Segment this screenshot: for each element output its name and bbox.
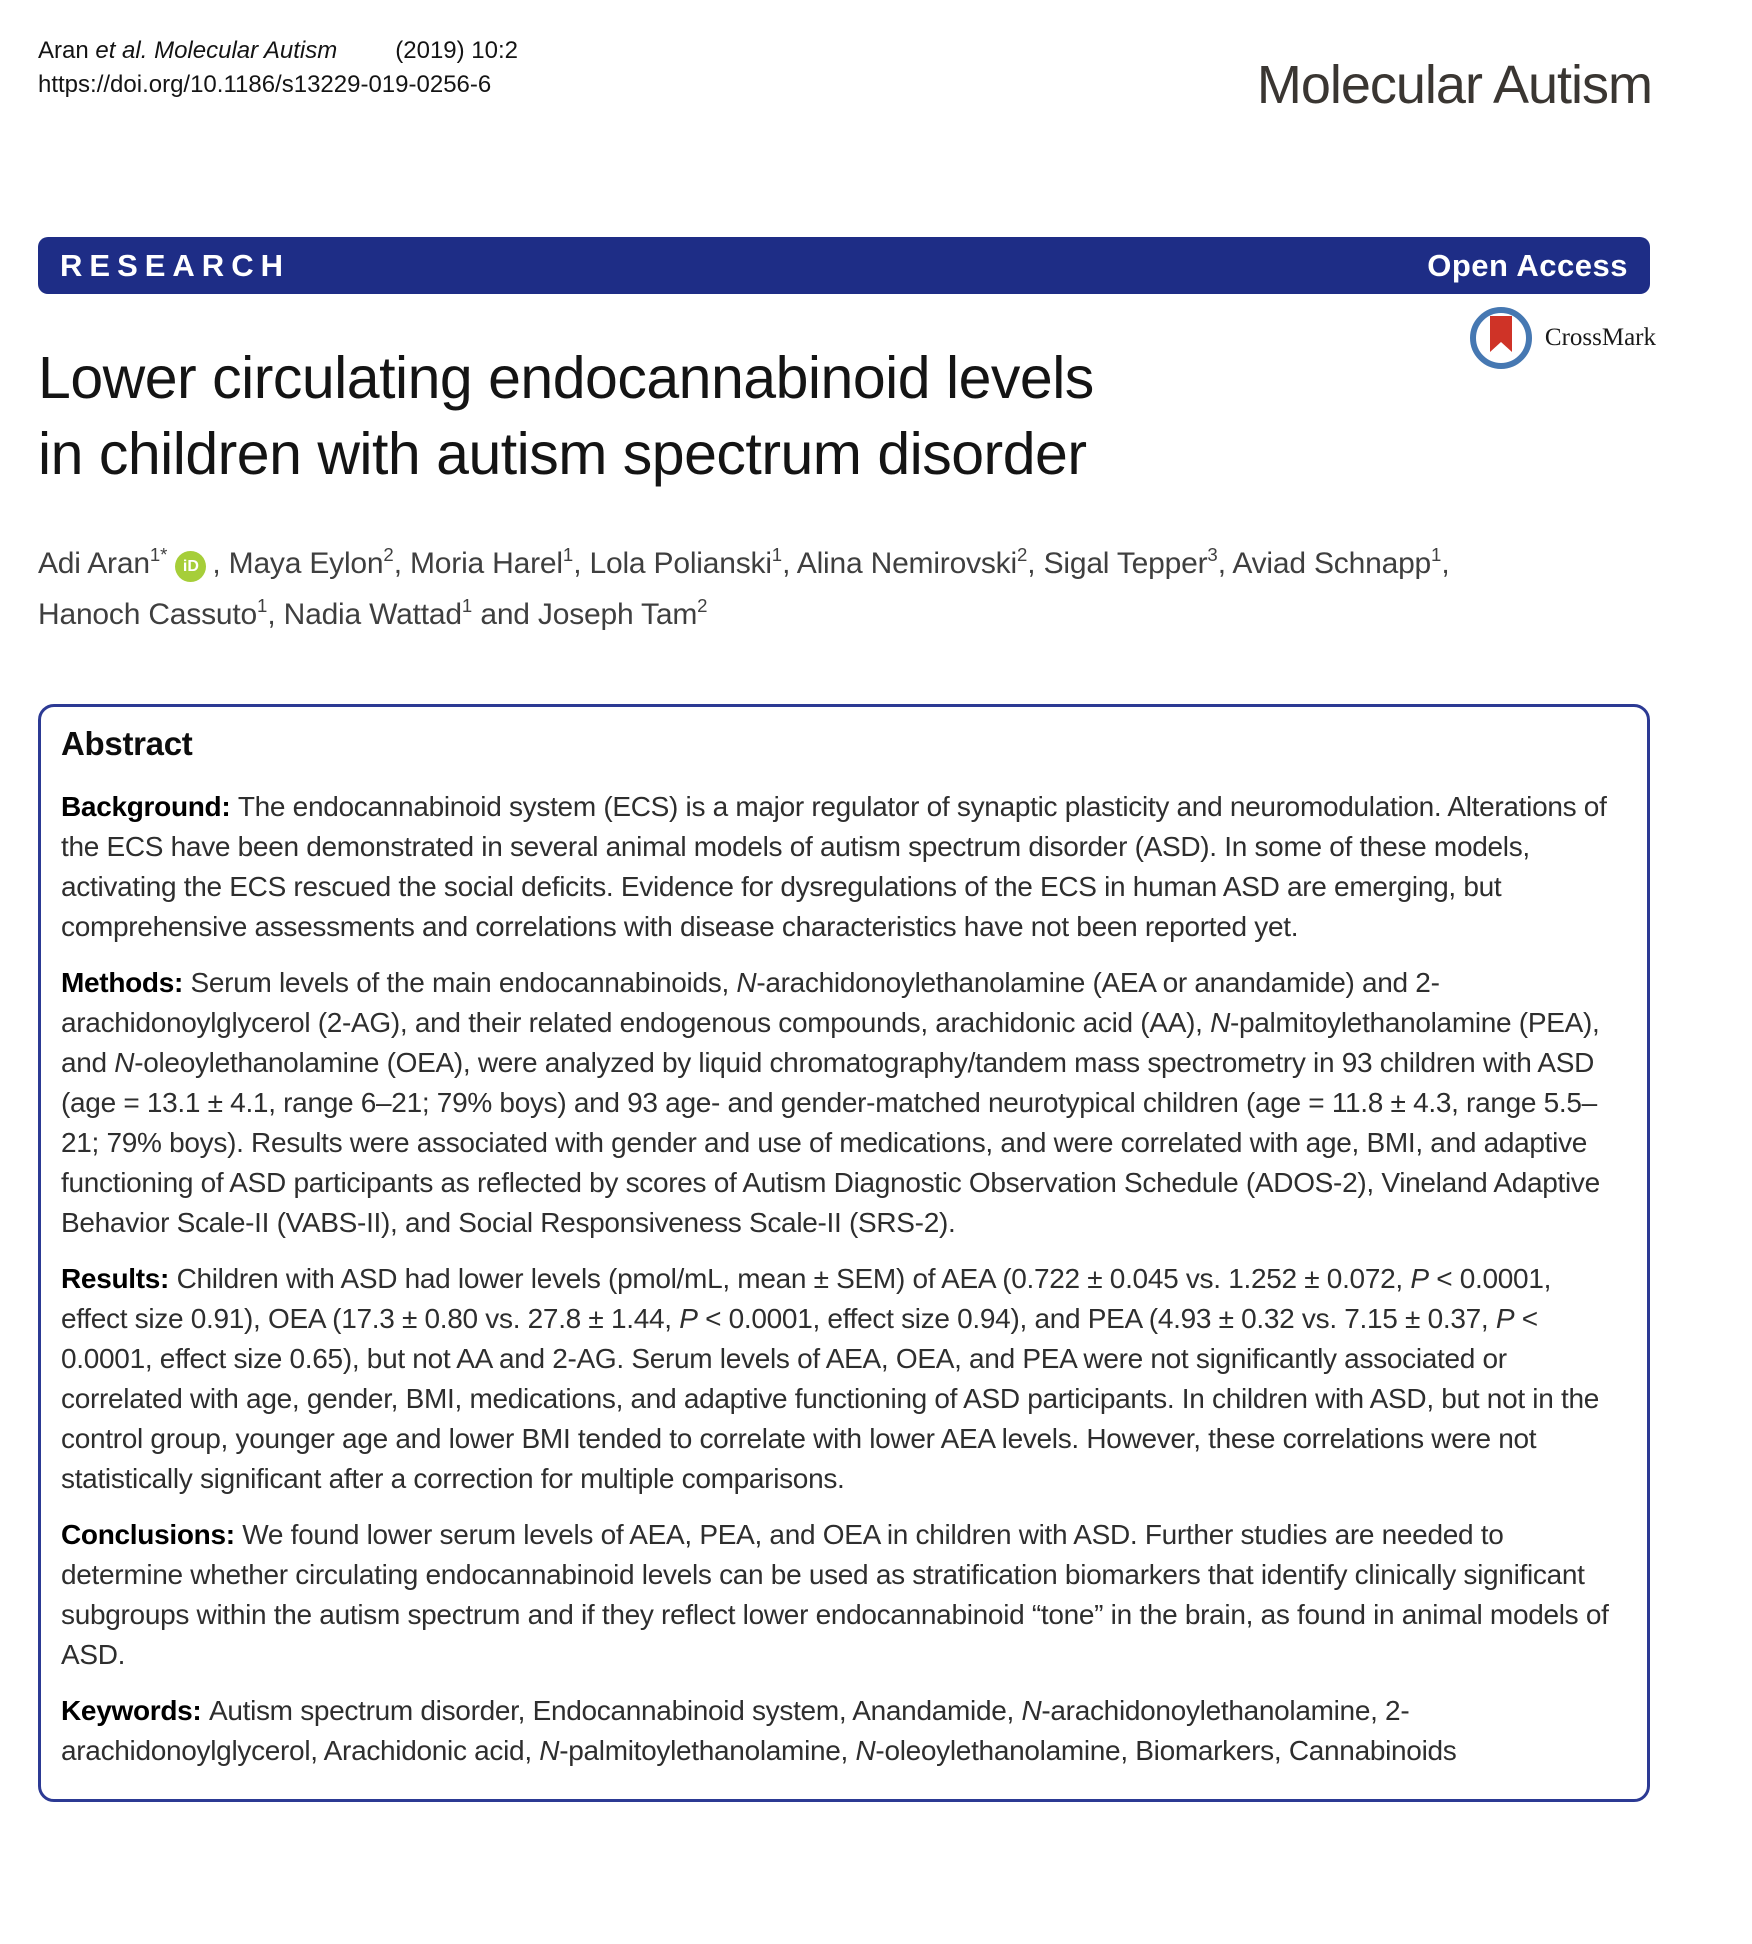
- abstract-conclusions-paragraph: [61, 1515, 1621, 1675]
- text-segment: The endocannabinoid system (ECS) is a major regulator of synaptic plasticity and neuromodulation. Alterations of the ECS have been demonstrated in several animal models of autism spectrum disorder (ASD). In some of these models, activating the ECS rescued the social deficits. Evidence for dysregulations of the ECS in human ASD are emerging, but comprehensive assessments and correlations with disease characteristics have not been reported yet.: [61, 791, 1607, 942]
- text-segment: , Sigal Tepper: [1027, 547, 1208, 580]
- text-segment: P: [1410, 1263, 1429, 1294]
- text-segment: ,: [1441, 547, 1450, 580]
- text-segment: -palmitoylethanolamine,: [559, 1735, 856, 1766]
- text-segment: -oleoylethanolamine (OEA), were analyzed by liquid chromatography/tandem mass spectrometry in 93 children with ASD (age = 13.1 ± 4.1, range 6–21; 79% boys) and 93 age- and gender-matched neurotypical children (age = 11.8 ± 4.3, range 5.5–21; 79% boys). Results were associated with gender and use of medications, and were correlated with age, BMI, and adaptive functioning of ASD participants as reflected by scores of Autism Diagnostic Observation Schedule (ADOS-2), Vineland Adaptive Behavior Scale-II (VABS-II), and Social Responsiveness Scale-II (SRS-2).: [61, 1047, 1600, 1238]
- text-segment: -arachidonoylethanolamine, 2-arachidonoylglycerol, Arachidonic acid,: [61, 1695, 1410, 1766]
- text-segment: Hanoch Cassuto: [38, 598, 257, 631]
- crossmark-icon: [1469, 306, 1533, 370]
- text-segment: Children with ASD had lower levels (pmol/mL, mean ± SEM) of AEA (0.722 ± 0.045 vs. 1.252 ± 0.072,: [176, 1263, 1411, 1294]
- crossmark-label: CrossMark: [1544, 324, 1656, 351]
- author-line-1: [38, 540, 1618, 591]
- crossmark-badge[interactable]: [1469, 306, 1656, 370]
- text-segment: , Aviad Schnapp: [1217, 547, 1432, 580]
- text-segment: -palmitoylethanolamine (PEA), and: [61, 1007, 1600, 1078]
- text-segment: Conclusions:: [61, 1519, 243, 1550]
- journal-logo: Molecular Autism: [1256, 55, 1652, 115]
- text-segment: 1: [461, 595, 473, 617]
- text-segment: 2: [1016, 544, 1028, 566]
- text-segment: 2: [383, 544, 394, 566]
- text-segment: 1*: [149, 544, 168, 566]
- text-segment: Autism spectrum disorder, Endocannabinoid system, Anandamide,: [208, 1695, 1022, 1726]
- text-segment: , Lola Polianski: [573, 547, 772, 580]
- text-segment: 1: [257, 595, 268, 617]
- abstract-results-paragraph: [61, 1259, 1621, 1499]
- text-segment: < 0.0001, effect size 0.91), OEA (17.3 ± 0.80 vs. 27.8 ± 1.44,: [61, 1263, 1552, 1334]
- text-segment: N: [736, 967, 757, 998]
- text-segment: P: [1495, 1303, 1515, 1334]
- orcid-icon: iD: [175, 551, 206, 582]
- text-segment: Background:: [61, 791, 238, 822]
- text-segment: , Maya Eylon: [212, 547, 384, 580]
- abstract-box: [38, 704, 1650, 1802]
- abstract-heading: Abstract: [61, 725, 193, 762]
- text-segment: N: [114, 1047, 135, 1078]
- text-segment: -oleoylethanolamine, Biomarkers, Cannabinoids: [875, 1735, 1457, 1766]
- text-segment: , Alina Nemirovski: [782, 547, 1017, 580]
- text-segment: and Joseph Tam: [472, 598, 698, 631]
- doi-link[interactable]: https://doi.org/10.1186/s13229-019-0256-6: [38, 71, 492, 98]
- text-segment: P: [679, 1303, 698, 1334]
- text-segment: 3: [1207, 544, 1218, 566]
- title-line-1: Lower circulating endocannabinoid levels: [38, 345, 1094, 411]
- abstract-background-paragraph: [61, 787, 1621, 947]
- text-segment: N: [855, 1735, 876, 1766]
- text-segment: Aran: [38, 37, 96, 64]
- text-segment: Methods:: [61, 967, 191, 998]
- text-segment: < 0.0001, effect size 0.65), but not AA and 2-AG. Serum levels of AEA, OEA, and PEA were not significantly associated or correlated with age, gender, BMI, medications, and adaptive functioning of ASD participants. In children with ASD, but not in the control group, younger age and lower BMI tended to correlate with lower AEA levels. However, these correlations were not statistically significant after a correction for multiple comparisons.: [61, 1303, 1599, 1494]
- research-banner: [38, 237, 1650, 294]
- text-segment: , Moria Harel: [393, 547, 563, 580]
- abstract-keywords-paragraph: [61, 1691, 1621, 1771]
- text-segment: , Nadia Wattad: [267, 598, 462, 631]
- text-segment: -arachidonoylethanolamine (AEA or anandamide) and 2-arachidonoylglycerol (2-AG), and their related endogenous compounds, arachidonic acid (AA),: [61, 967, 1440, 1038]
- citation: [38, 34, 518, 102]
- text-segment: Serum levels of the main endocannabinoids,: [190, 967, 737, 998]
- banner-open-access-label: Open Access: [1427, 247, 1628, 283]
- text-segment: We found lower serum levels of AEA, PEA, and OEA in children with ASD. Further studies are needed to determine whether circulating endocannabinoid levels can be used as stratification biomarkers that identify clinically significant subgroups within the autism spectrum and if they reflect lower endocannabinoid “tone” in the brain, as found in animal models of ASD.: [61, 1519, 1609, 1670]
- banner-research-label: RESEARCH: [60, 247, 290, 283]
- text-segment: Keywords:: [61, 1695, 209, 1726]
- text-segment: < 0.0001, effect size 0.94), and PEA (4.93 ± 0.32 vs. 7.15 ± 0.37,: [697, 1303, 1496, 1334]
- citation-line: [38, 34, 518, 68]
- text-segment: et al. Molecular Autism: [95, 37, 338, 64]
- author-list: [38, 540, 1618, 642]
- author-line-2: [38, 591, 1618, 642]
- title-line-2: in children with autism spectrum disorder: [38, 421, 1087, 487]
- text-segment: (2019) 10:2: [395, 37, 519, 64]
- text-segment: 1: [771, 544, 783, 566]
- text-segment: N: [1021, 1695, 1042, 1726]
- article-title: [38, 340, 1458, 492]
- text-segment: N: [539, 1735, 560, 1766]
- abstract-methods-paragraph: [61, 963, 1621, 1243]
- text-segment: 2: [697, 595, 708, 617]
- text-segment: Adi Aran: [38, 547, 150, 580]
- text-segment: N: [1210, 1007, 1230, 1038]
- text-segment: 1: [1431, 544, 1442, 566]
- text-segment: Results:: [61, 1263, 177, 1294]
- text-segment: 1: [562, 544, 574, 566]
